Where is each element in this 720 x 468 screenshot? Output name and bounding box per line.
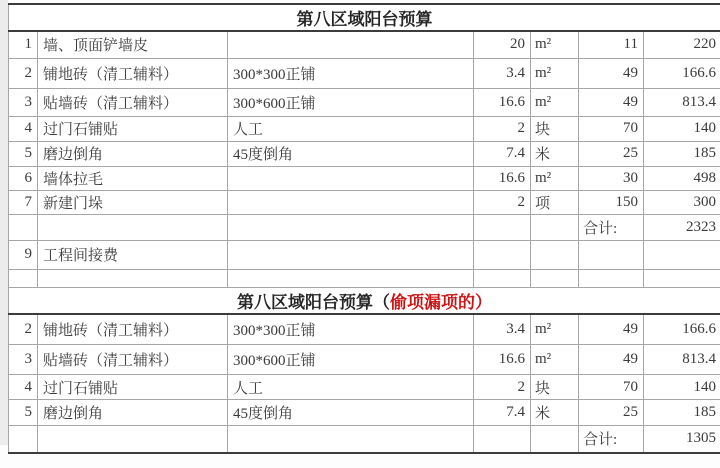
cell-num: 3	[9, 88, 38, 116]
subtotal-row	[9, 426, 720, 453]
cell-empty	[228, 214, 474, 240]
cell-total: 140	[644, 375, 720, 400]
cell-num: 4	[9, 375, 38, 400]
cell-empty	[9, 214, 38, 240]
table-row	[9, 116, 720, 141]
cell-price: 49	[579, 314, 644, 345]
cell-spec: 人工	[228, 375, 474, 400]
cell-unit: 块	[531, 116, 579, 141]
table-row	[9, 375, 720, 400]
cell-empty	[644, 269, 720, 287]
cell-num: 5	[9, 400, 38, 426]
cell-item: 贴墙砖（清工辅料）	[38, 345, 228, 375]
subtotal-value: 1305	[644, 426, 720, 453]
cell-spec: 人工	[228, 116, 474, 141]
cell-qty: 16.6	[474, 88, 531, 116]
cell-num: 6	[9, 166, 38, 190]
cell-qty: 2	[474, 190, 531, 214]
cell-item: 铺地砖（清工辅料）	[38, 314, 228, 345]
cell-unit: m²	[531, 88, 579, 116]
cell-qty	[474, 240, 531, 269]
cell-price: 70	[579, 375, 644, 400]
cell-price: 25	[579, 141, 644, 166]
cell-num: 2	[9, 314, 38, 345]
cell-price: 150	[579, 190, 644, 214]
cell-spec: 300*300正铺	[228, 314, 474, 345]
cell-spec	[228, 31, 474, 58]
cell-item: 过门石铺贴	[38, 116, 228, 141]
cell-spec	[228, 166, 474, 190]
cell-item: 过门石铺贴	[38, 375, 228, 400]
table-row	[9, 345, 720, 375]
table-row	[9, 166, 720, 190]
cell-item: 磨边倒角	[38, 141, 228, 166]
table-row	[9, 58, 720, 88]
table-row	[9, 314, 720, 345]
budget-table-omitted-items	[8, 288, 720, 454]
cell-spec: 45度倒角	[228, 400, 474, 426]
cell-price: 49	[579, 58, 644, 88]
cell-price: 49	[579, 88, 644, 116]
table2-title-black: 第八区域阳台预算（	[237, 292, 390, 312]
cell-spec	[228, 240, 474, 269]
table-row	[9, 240, 720, 269]
cell-num: 7	[9, 190, 38, 214]
cell-num: 2	[9, 58, 38, 88]
cell-total	[644, 240, 720, 269]
cell-qty: 7.4	[474, 141, 531, 166]
table-row	[9, 400, 720, 426]
subtotal-value: 2323	[644, 214, 720, 240]
cell-price: 30	[579, 166, 644, 190]
cell-qty: 20	[474, 31, 531, 58]
cell-price: 49	[579, 345, 644, 375]
cell-total: 166.6	[644, 58, 720, 88]
table-row	[9, 141, 720, 166]
cell-empty	[9, 269, 38, 287]
cell-unit: 米	[531, 141, 579, 166]
cell-total: 300	[644, 190, 720, 214]
table1-title: 第八区域阳台预算	[9, 4, 720, 31]
cell-qty: 3.4	[474, 314, 531, 345]
cell-empty	[38, 269, 228, 287]
cell-spec: 300*600正铺	[228, 88, 474, 116]
cell-total: 220	[644, 31, 720, 58]
cell-empty	[38, 426, 228, 453]
cell-num: 4	[9, 116, 38, 141]
cell-empty	[474, 214, 531, 240]
cell-total: 498	[644, 166, 720, 190]
empty-row	[9, 269, 720, 287]
cell-unit	[531, 240, 579, 269]
cell-empty	[38, 214, 228, 240]
cell-unit: m²	[531, 58, 579, 88]
cell-qty: 16.6	[474, 166, 531, 190]
cell-empty	[228, 269, 474, 287]
cell-price: 70	[579, 116, 644, 141]
table-row	[9, 88, 720, 116]
cell-price: 11	[579, 31, 644, 58]
cell-unit: 米	[531, 400, 579, 426]
sheet-area	[8, 3, 720, 454]
cell-unit: m²	[531, 166, 579, 190]
table2-title-red: 偷项漏项的）	[390, 292, 492, 312]
subtotal-label: 合计:	[579, 214, 644, 240]
cell-empty	[579, 269, 644, 287]
cell-spec	[228, 190, 474, 214]
table-row	[9, 31, 720, 58]
cell-total: 813.4	[644, 88, 720, 116]
cell-total: 166.6	[644, 314, 720, 345]
cell-item: 工程间接费	[38, 240, 228, 269]
subtotal-row	[9, 214, 720, 240]
cell-num: 5	[9, 141, 38, 166]
cell-spec: 300*300正铺	[228, 58, 474, 88]
cell-total: 185	[644, 141, 720, 166]
cell-unit: m²	[531, 314, 579, 345]
table2-title	[9, 288, 720, 314]
cell-unit: m²	[531, 31, 579, 58]
cell-empty	[474, 426, 531, 453]
cell-item: 贴墙砖（清工辅料）	[38, 88, 228, 116]
cell-qty: 2	[474, 375, 531, 400]
cell-qty: 3.4	[474, 58, 531, 88]
cell-empty	[9, 426, 38, 453]
cell-qty: 7.4	[474, 400, 531, 426]
cell-empty	[531, 214, 579, 240]
cell-item: 铺地砖（清工辅料）	[38, 58, 228, 88]
cell-qty: 2	[474, 116, 531, 141]
cell-num: 3	[9, 345, 38, 375]
cell-item: 磨边倒角	[38, 400, 228, 426]
cell-empty	[474, 269, 531, 287]
cell-spec: 300*600正铺	[228, 345, 474, 375]
cell-spec: 45度倒角	[228, 141, 474, 166]
cell-item: 墙、顶面铲墙皮	[38, 31, 228, 58]
cell-total: 185	[644, 400, 720, 426]
cell-price: 25	[579, 400, 644, 426]
cell-qty: 16.6	[474, 345, 531, 375]
cell-unit: m²	[531, 345, 579, 375]
cell-empty	[531, 269, 579, 287]
table1-title-row	[9, 4, 720, 31]
cell-unit: 项	[531, 190, 579, 214]
cell-unit: 块	[531, 375, 579, 400]
table-row	[9, 190, 720, 214]
budget-table-primary	[8, 3, 720, 288]
table2-title-row	[9, 288, 720, 314]
cell-total: 140	[644, 116, 720, 141]
left-gutter	[0, 0, 8, 445]
cell-empty	[531, 426, 579, 453]
cell-item: 新建门垛	[38, 190, 228, 214]
subtotal-label: 合计:	[579, 426, 644, 453]
cell-num: 1	[9, 31, 38, 58]
cell-num: 9	[9, 240, 38, 269]
cell-total: 813.4	[644, 345, 720, 375]
cell-price	[579, 240, 644, 269]
cell-item: 墙体拉毛	[38, 166, 228, 190]
cell-empty	[228, 426, 474, 453]
